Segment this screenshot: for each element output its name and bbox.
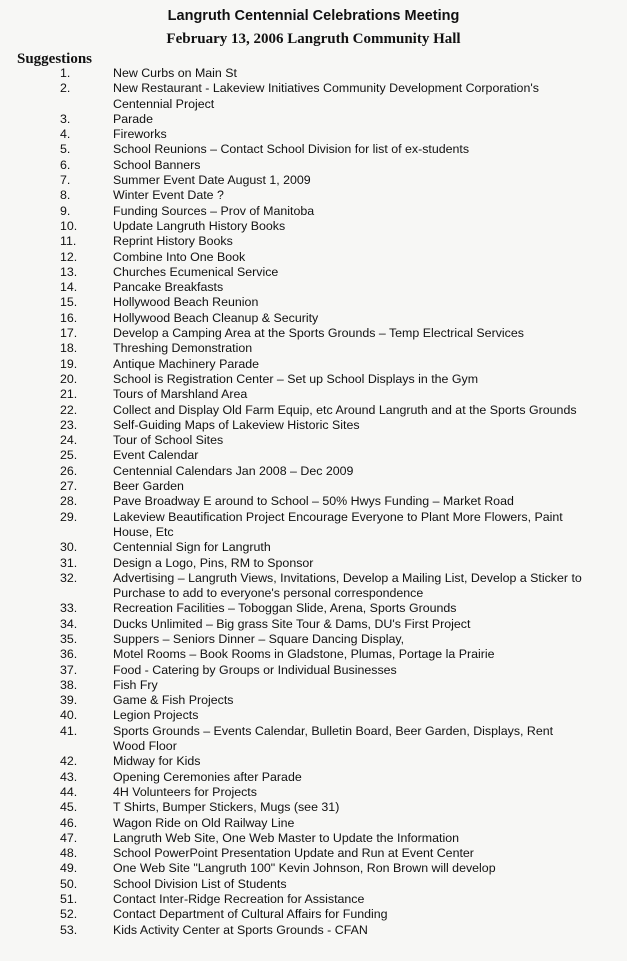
item-text: Centennial Sign for Langruth [113, 540, 271, 555]
item-text: One Web Site "Langruth 100" Kevin Johnson, Ron Brown will develop [113, 861, 496, 876]
item-text: Advertising – Langruth Views, Invitations, Develop a Mailing List, Develop a Sticker to Purchase to add to everyone's personal correspondence [113, 570, 582, 601]
item-number: 31. [60, 555, 78, 570]
item-number: 11. [60, 234, 77, 249]
list-item [0, 663, 627, 678]
item-text: Legion Projects [113, 708, 199, 723]
item-text: New Restaurant - Lakeview Initiatives Community Development Corporation's Centennial Project [113, 81, 539, 111]
item-text: School PowerPoint Presentation Update and Run at Event Center [113, 846, 474, 861]
item-text: Tours of Marshland Area [113, 387, 248, 402]
item-text: Tour of School Sites [113, 433, 224, 448]
item-number: 22. [60, 402, 78, 417]
item-text: Centennial Calendars Jan 2008 – Dec 2009 [113, 463, 354, 478]
list-item [0, 66, 627, 81]
item-number: 7. [60, 173, 71, 188]
list-item [0, 907, 627, 922]
item-text: Pave Broadway E around to School – 50% Hwys Funding – Market Road [113, 494, 514, 509]
list-item [0, 204, 627, 219]
item-number: 47. [60, 830, 78, 845]
item-number: 50. [60, 876, 78, 891]
list-item [0, 785, 627, 800]
list-item [0, 632, 627, 647]
list-item [0, 571, 627, 602]
item-number: 24. [60, 433, 78, 448]
item-number: 49. [60, 861, 78, 876]
list-item [0, 112, 627, 127]
suggestions-list [0, 66, 627, 938]
list-item [0, 234, 627, 249]
list-item [0, 510, 627, 541]
list-item [0, 892, 627, 907]
item-number: 27. [60, 479, 78, 494]
item-number: 33. [60, 601, 78, 616]
item-text: New Curbs on Main St [113, 66, 237, 80]
list-item [0, 647, 627, 662]
item-number: 14. [60, 280, 78, 295]
list-item [0, 800, 627, 815]
list-item [0, 265, 627, 280]
item-number: 52. [60, 907, 78, 922]
item-text: Contact Department of Cultural Affairs for Funding [113, 907, 388, 922]
document-title: Langruth Centennial Celebrations Meeting [167, 8, 460, 24]
item-number: 8. [60, 188, 71, 203]
item-text: Funding Sources – Prov of Manitoba [113, 203, 315, 218]
item-number: 46. [60, 815, 78, 830]
item-text: Midway for Kids [113, 754, 201, 769]
item-number: 18. [60, 341, 78, 356]
item-number: 34. [60, 616, 78, 631]
item-number: 6. [60, 157, 71, 172]
list-item [0, 494, 627, 509]
list-item [0, 540, 627, 555]
list-item [0, 861, 627, 876]
list-item [0, 387, 627, 402]
item-number: 1. [60, 66, 71, 80]
item-text: Reprint History Books [113, 234, 233, 249]
list-item [0, 219, 627, 234]
item-text: Game & Fish Projects [113, 693, 234, 708]
item-number: 9. [60, 203, 71, 218]
item-number: 45. [60, 800, 78, 815]
item-text: Update Langruth History Books [113, 218, 286, 233]
list-item [0, 403, 627, 418]
list-item [0, 326, 627, 341]
document-subtitle: February 13, 2006 Langruth Community Hall [166, 31, 461, 47]
item-number: 39. [60, 693, 78, 708]
list-item [0, 372, 627, 387]
item-text: Lakeview Beautification Project Encourage Everyone to Plant More Flowers, Paint House, Etc [113, 509, 563, 539]
list-item [0, 418, 627, 433]
item-number: 25. [60, 448, 78, 463]
item-number: 41. [60, 723, 78, 738]
list-item [0, 158, 627, 173]
item-number: 48. [60, 846, 78, 861]
item-text: Langruth Web Site, One Web Master to Update the Information [113, 830, 459, 845]
item-number: 21. [60, 387, 78, 402]
item-number: 15. [60, 295, 78, 310]
list-item [0, 724, 627, 755]
item-text: Beer Garden [113, 479, 184, 494]
item-text: Churches Ecumenical Service [113, 264, 279, 279]
item-text: Combine Into One Book [113, 249, 246, 264]
list-item [0, 479, 627, 494]
item-number: 17. [60, 326, 78, 341]
item-number: 51. [60, 892, 78, 907]
list-item [0, 923, 627, 938]
list-item [0, 754, 627, 769]
list-item [0, 693, 627, 708]
list-item [0, 831, 627, 846]
item-number: 38. [60, 677, 78, 692]
item-text: Winter Event Date ? [113, 188, 224, 203]
item-number: 32. [60, 570, 78, 585]
list-item [0, 311, 627, 326]
item-number: 42. [60, 754, 78, 769]
item-number: 28. [60, 494, 78, 509]
item-text: Recreation Facilities – Toboggan Slide, Arena, Sports Grounds [113, 601, 457, 616]
item-number: 37. [60, 662, 78, 677]
list-item [0, 846, 627, 861]
item-text: T Shirts, Bumper Stickers, Mugs (see 31) [113, 800, 340, 815]
item-text: Self-Guiding Maps of Lakeview Historic Sites [113, 417, 360, 432]
item-text: Contact Inter-Ridge Recreation for Assistance [113, 892, 365, 907]
list-item [0, 770, 627, 785]
list-item [0, 464, 627, 479]
list-item [0, 708, 627, 723]
list-item [0, 142, 627, 157]
list-item [0, 448, 627, 463]
section-heading: Suggestions [17, 51, 93, 67]
item-number: 26. [60, 463, 78, 478]
item-number: 53. [60, 922, 78, 937]
list-item [0, 341, 627, 356]
list-item [0, 295, 627, 310]
item-text: School Reunions – Contact School Division for list of ex-students [113, 142, 470, 157]
item-number: 2. [60, 81, 71, 96]
item-number: 23. [60, 417, 78, 432]
item-number: 13. [60, 264, 78, 279]
item-text: Kids Activity Center at Sports Grounds - CFAN [113, 922, 368, 937]
item-text: Event Calendar [113, 448, 199, 463]
list-item [0, 188, 627, 203]
item-text: Suppers – Seniors Dinner – Square Dancing Display, [113, 631, 405, 646]
list-item [0, 357, 627, 372]
item-text: School Banners [113, 157, 201, 172]
item-number: 43. [60, 769, 78, 784]
item-text: Summer Event Date August 1, 2009 [113, 173, 311, 188]
list-item [0, 601, 627, 616]
item-text: Opening Ceremonies after Parade [113, 769, 302, 784]
item-number: 3. [60, 111, 71, 126]
list-item [0, 433, 627, 448]
item-text: Fireworks [113, 127, 167, 142]
item-text: Sports Grounds – Events Calendar, Bulletin Board, Beer Garden, Displays, Rent Wood Floor [113, 723, 554, 754]
list-item [0, 81, 627, 112]
item-text: Motel Rooms – Book Rooms in Gladstone, Plumas, Portage la Prairie [113, 647, 495, 662]
item-text: Fish Fry [113, 677, 158, 692]
item-number: 44. [60, 784, 78, 799]
item-text: Design a Logo, Pins, RM to Sponsor [113, 555, 314, 570]
item-number: 5. [60, 142, 71, 157]
item-text: Parade [113, 111, 153, 126]
list-item [0, 877, 627, 892]
list-item [0, 250, 627, 265]
item-number: 4. [60, 127, 71, 142]
item-number: 40. [60, 708, 78, 723]
item-text: 4H Volunteers for Projects [113, 784, 257, 799]
list-item [0, 556, 627, 571]
item-text: Develop a Camping Area at the Sports Grounds – Temp Electrical Services [113, 326, 524, 341]
item-number: 20. [60, 371, 78, 386]
item-text: Antique Machinery Parade [113, 356, 260, 371]
item-text: School is Registration Center – Set up School Displays in the Gym [113, 371, 479, 386]
item-text: Threshing Demonstration [113, 341, 253, 356]
list-item [0, 280, 627, 295]
item-text: School Division List of Students [113, 876, 287, 891]
list-item [0, 617, 627, 632]
list-item [0, 678, 627, 693]
item-number: 29. [60, 509, 78, 524]
item-text: Hollywood Beach Cleanup & Security [113, 310, 319, 325]
item-text: Food - Catering by Groups or Individual Businesses [113, 662, 397, 677]
item-number: 12. [60, 249, 78, 264]
item-text: Ducks Unlimited – Big grass Site Tour & Dams, DU's First Project [113, 616, 471, 631]
item-text: Pancake Breakfasts [113, 280, 224, 295]
item-text: Wagon Ride on Old Railway Line [113, 815, 295, 830]
item-number: 19. [60, 356, 78, 371]
item-number: 10. [60, 218, 78, 233]
item-number: 36. [60, 647, 78, 662]
item-number: 35. [60, 631, 78, 646]
item-text: Hollywood Beach Reunion [113, 295, 259, 310]
list-item [0, 173, 627, 188]
list-item [0, 816, 627, 831]
item-number: 30. [60, 540, 78, 555]
item-text: Collect and Display Old Farm Equip, etc Around Langruth and at the Sports Grounds [113, 402, 577, 417]
item-number: 16. [60, 310, 78, 325]
list-item [0, 127, 627, 142]
